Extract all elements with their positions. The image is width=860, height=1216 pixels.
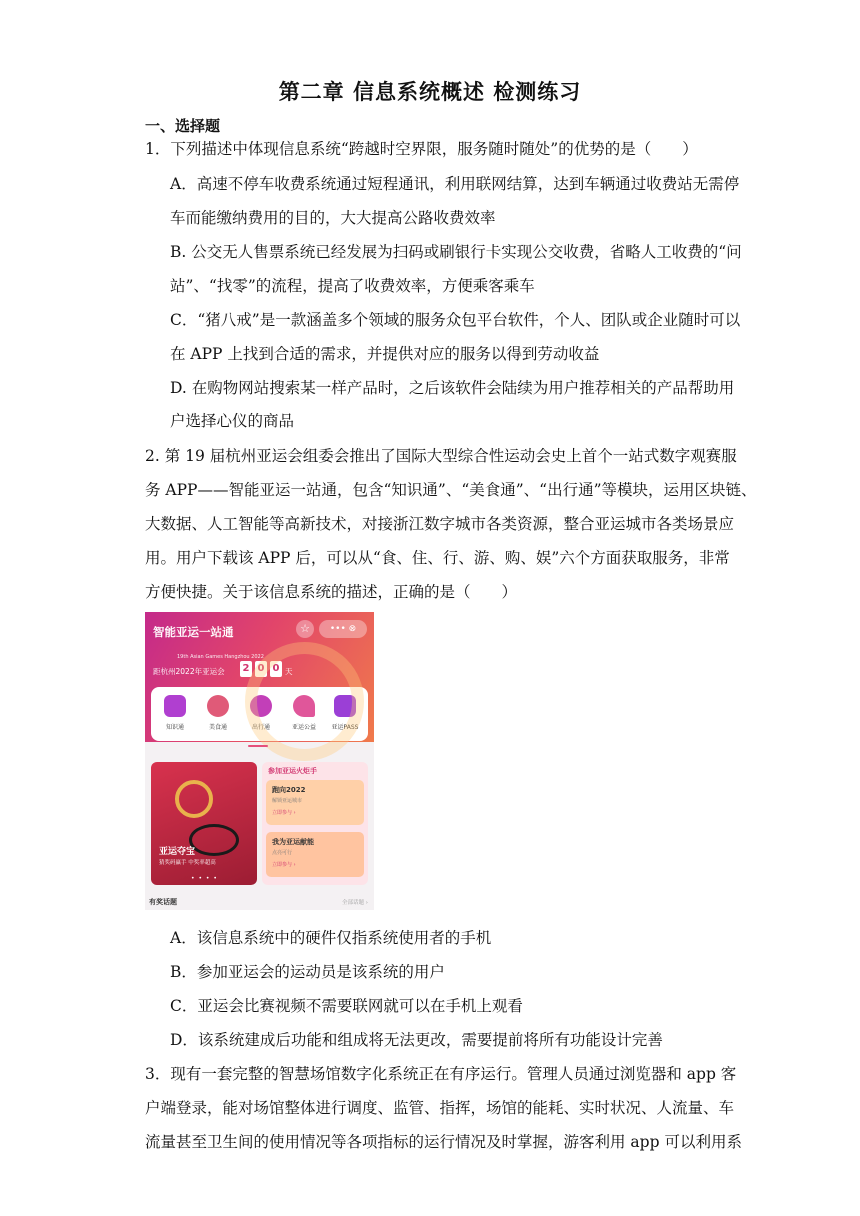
torchbearer-promo-panel	[262, 762, 368, 885]
q2-option-c: C．亚运会比赛视频不需要联网就可以在手机上观看	[170, 997, 523, 1015]
q1-option-b: B. 公交无人售票系统已经发展为扫码或刷银行卡实现公交收费，省略人工收费的“问	[170, 243, 742, 261]
q1-option-d-cont: 户选择心仪的商品	[170, 412, 295, 430]
q2-option-a: A．该信息系统中的硬件仅指系统使用者的手机	[170, 929, 492, 947]
countdown-label: 距杭州2022年亚运会	[153, 667, 225, 676]
q1-option-c: C．“猪八戒”是一款涵盖多个领域的服务众包平台软件，个人、团队或企业随时可以	[170, 311, 741, 329]
question-1-stem: 1．下列描述中体现信息系统“跨越时空界限，服务随时随处”的优势的是（ ）	[145, 140, 698, 158]
charity-heart-icon	[293, 695, 315, 717]
question-3-line-2: 户端登录，能对场馆整体进行调度、监管、指挥，场馆的能耗、实时状况、人流量、车	[145, 1099, 735, 1117]
q1-option-b-cont: 站”、“找零”的流程，提高了收费效率，方便乘客乘车	[170, 277, 535, 295]
countdown-digit: 0	[255, 661, 267, 677]
all-topics-link: 全部话题 ›	[342, 900, 368, 906]
page-indicator	[248, 745, 268, 747]
app-screenshot-figure	[145, 612, 374, 910]
q1-option-a: A．高速不停车收费系统通过短程通讯，利用联网结算，达到车辆通过收费站无需停	[170, 175, 740, 193]
promo-heading: 参加亚运火炬手	[268, 767, 317, 775]
energy-card	[266, 832, 364, 877]
promo-subtitle: 猜奖码赢手 中奖率超高	[159, 860, 216, 866]
card-subtitle: 解锁亚运城市	[272, 798, 303, 804]
capsule-menu: ••• ⊗	[319, 620, 367, 638]
countdown-digit: 0	[270, 661, 282, 677]
promo-title: 亚运夺宝	[159, 847, 196, 857]
knowledge-icon	[164, 695, 186, 717]
bracelet-image	[189, 824, 239, 856]
countdown-digit: 2	[240, 661, 252, 677]
pass-icon	[334, 695, 356, 717]
question-2-line-3: 大数据、人工智能等高新技术，对接浙江数字城市各类资源，整合亚运城市各类场景应	[145, 515, 735, 533]
icon-label: 知识通	[165, 724, 184, 731]
question-2-line-1: 2. 第 19 届杭州亚运会组委会推出了国际大型综合性运动会史上首个一站式数字观赛服	[145, 447, 737, 465]
question-3-line-1: 3．现有一套完整的智慧场馆数字化系统正在有序运行。管理人员通过浏览器和 app 客	[145, 1065, 737, 1083]
prize-topics-label: 有奖话题	[149, 898, 177, 906]
question-2-line-2: 务 APP——智能亚运一站通，包含“知识通”、“美食通”、“出行通”等模块，运用区块链、	[145, 481, 757, 499]
q1-option-d: D. 在购物网站搜索某一样产品时，之后该软件会陆续为用户推荐相关的产品帮助用	[170, 379, 735, 397]
card-action: 立即参与 ›	[272, 810, 296, 816]
icon-label: 亚运公益	[291, 724, 316, 731]
page-title: 第二章 信息系统概述 检测练习	[278, 80, 582, 104]
run-2022-card	[266, 780, 364, 825]
icon-label: 美食通	[208, 724, 227, 731]
food-icon	[207, 695, 229, 717]
card-action: 立即参与 ›	[272, 862, 296, 868]
question-3-line-3: 流量甚至卫生间的使用情况等各项指标的运行情况及时掌握，游客利用 app 可以利用系	[145, 1133, 742, 1151]
q1-option-c-cont: 在 APP 上找到合适的需求，并提供对应的服务以得到劳动收益	[170, 345, 600, 363]
card-subtitle: 点亮可行	[272, 850, 293, 856]
travel-icon	[250, 695, 272, 717]
feature-icons-card	[151, 687, 368, 741]
treasure-promo-card	[151, 762, 257, 885]
carousel-dots: • • • •	[191, 875, 218, 882]
q2-option-d: D．该系统建成后功能和组成将无法更改，需要提前将所有功能设计完善	[170, 1031, 663, 1049]
icon-label: 出行通	[251, 724, 270, 731]
card-title: 我为亚运献能	[272, 838, 314, 846]
pendant-image	[175, 780, 213, 818]
q2-option-b: B．参加亚运会的运动员是该系统的用户	[170, 963, 445, 981]
question-2-line-5: 方便快捷。关于该信息系统的描述，正确的是（ ）	[145, 583, 518, 601]
question-2-line-4: 用。用户下载该 APP 后，可以从“食、住、行、游、购、娱”六个方面获取服务，非常	[145, 549, 730, 567]
icon-label: 亚运PASS	[331, 724, 359, 731]
section-heading: 一、选择题	[145, 117, 221, 135]
card-title: 跑向2022	[272, 786, 306, 794]
countdown-unit: 天	[285, 667, 293, 676]
app-banner	[145, 612, 374, 742]
q1-option-a-cont: 车而能缴纳费用的目的，大大提高公路收费效率	[170, 209, 496, 227]
star-icon: ☆	[296, 620, 314, 638]
app-title: 智能亚运一站通	[153, 625, 234, 639]
asian-games-logo-text: 19th Asian Games Hangzhou 2022	[177, 654, 264, 660]
